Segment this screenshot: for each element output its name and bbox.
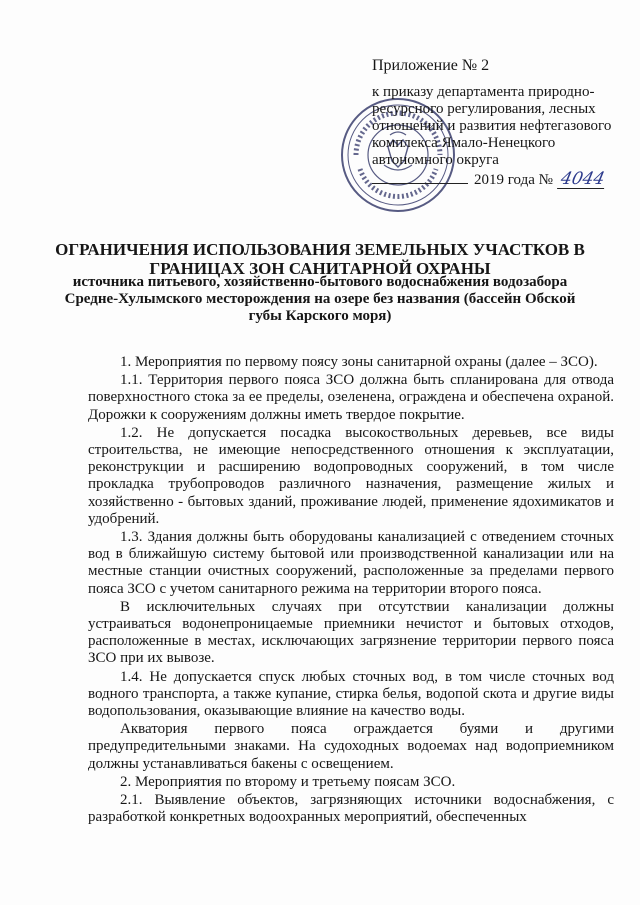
- order-date-line: [372, 170, 622, 189]
- paragraph-1-1: 1.1. Территория первого пояса ЗСО должна быть спланирована для отвода поверхностного стока за ее пределы, озеленена, ограждена и обеспечена охраной. Дорожки к сооружениям должны иметь твердое покрытие.: [88, 372, 614, 423]
- order-date-text: 2019 года №: [474, 172, 553, 188]
- paragraph-1-3: 1.3. Здания должны быть оборудованы канализацией с отведением сточных вод в ближайшую систему бытовой или производственной канализации или на местные станции очистных сооружений, расположенные за пределами первого пояса ЗСО с учетом санитарного режима на территории второго пояса.: [88, 529, 614, 597]
- paragraph-aquatory: Акватория первого пояса ограждается буями и другими предупредительными знаками. На судоходных водоемах над водоприемником должны устанавливаться бакены с освещением.: [88, 721, 614, 772]
- order-number: 4044: [558, 169, 607, 189]
- document-subtitle-line-3: губы Карского моря): [248, 308, 392, 324]
- paragraph-1: 1. Мероприятия по первому поясу зоны санитарной охраны (далее – ЗСО).: [120, 354, 598, 370]
- document-title-line-1: ОГРАНИЧЕНИЯ ИСПОЛЬЗОВАНИЯ ЗЕМЕЛЬНЫХ УЧАСТКОВ В: [55, 240, 585, 259]
- appendix-line-3: отношений и развития нефтегазового: [372, 118, 612, 134]
- document-body: [88, 354, 614, 826]
- appendix-line-1: к приказу департамента природно-: [372, 84, 595, 100]
- paragraph-2: 2. Мероприятия по второму и третьему поясам ЗСО.: [120, 773, 456, 790]
- date-blank: [372, 183, 468, 184]
- paragraph-1-4: 1.4. Не допускается спуск любых сточных вод, в том числе сточных вод водного транспорта, а также купание, стирка белья, водопой скота и другие виды водопользования, оказывающие влияние на качество воды.: [88, 668, 614, 720]
- document-title-line-2: ГРАНИЦАХ ЗОН САНИТАРНОЙ ОХРАНЫ: [149, 259, 491, 278]
- appendix-line-2: ресурсного регулирования, лесных: [372, 101, 596, 117]
- paragraph-1-2: 1.2. Не допускается посадка высокоствольных деревьев, все виды строительства, не имеющие непосредственного отношения к эксплуатации, реконструкции и расширению водопроводных сооружений, в том числе прокладка трубопроводов различного назначения, размещение жилых и хозяйственно - бытовых зданий, проживание людей, применение ядохимикатов и удобрений.: [88, 424, 614, 527]
- appendix-line-5: автономного округа: [372, 152, 499, 168]
- paragraph-exceptional-cases: В исключительных случаях при отсутствии канализации должны устраиваться водонепроницаемые приемники нечистот и бытовых отходов, расположенные в местах, исключающих загрязнение территории первого пояса ЗСО при их вывозе.: [88, 598, 614, 667]
- paragraph-2-1: 2.1. Выявление объектов, загрязняющих источники водоснабжения, с разработкой конкретных водоохранных мероприятий, обеспеченных: [88, 792, 614, 826]
- document-subtitle-line-1: источника питьевого, хозяйственно-бытового водоснабжения водозабора: [72, 274, 568, 290]
- document-subtitle-line-2: Средне-Хулымского месторождения на озере без названия (бассейн Обской: [64, 291, 576, 307]
- appendix-line-4: комплекса Ямало-Ненецкого: [372, 135, 556, 151]
- appendix-title: Приложение № 2: [372, 57, 490, 74]
